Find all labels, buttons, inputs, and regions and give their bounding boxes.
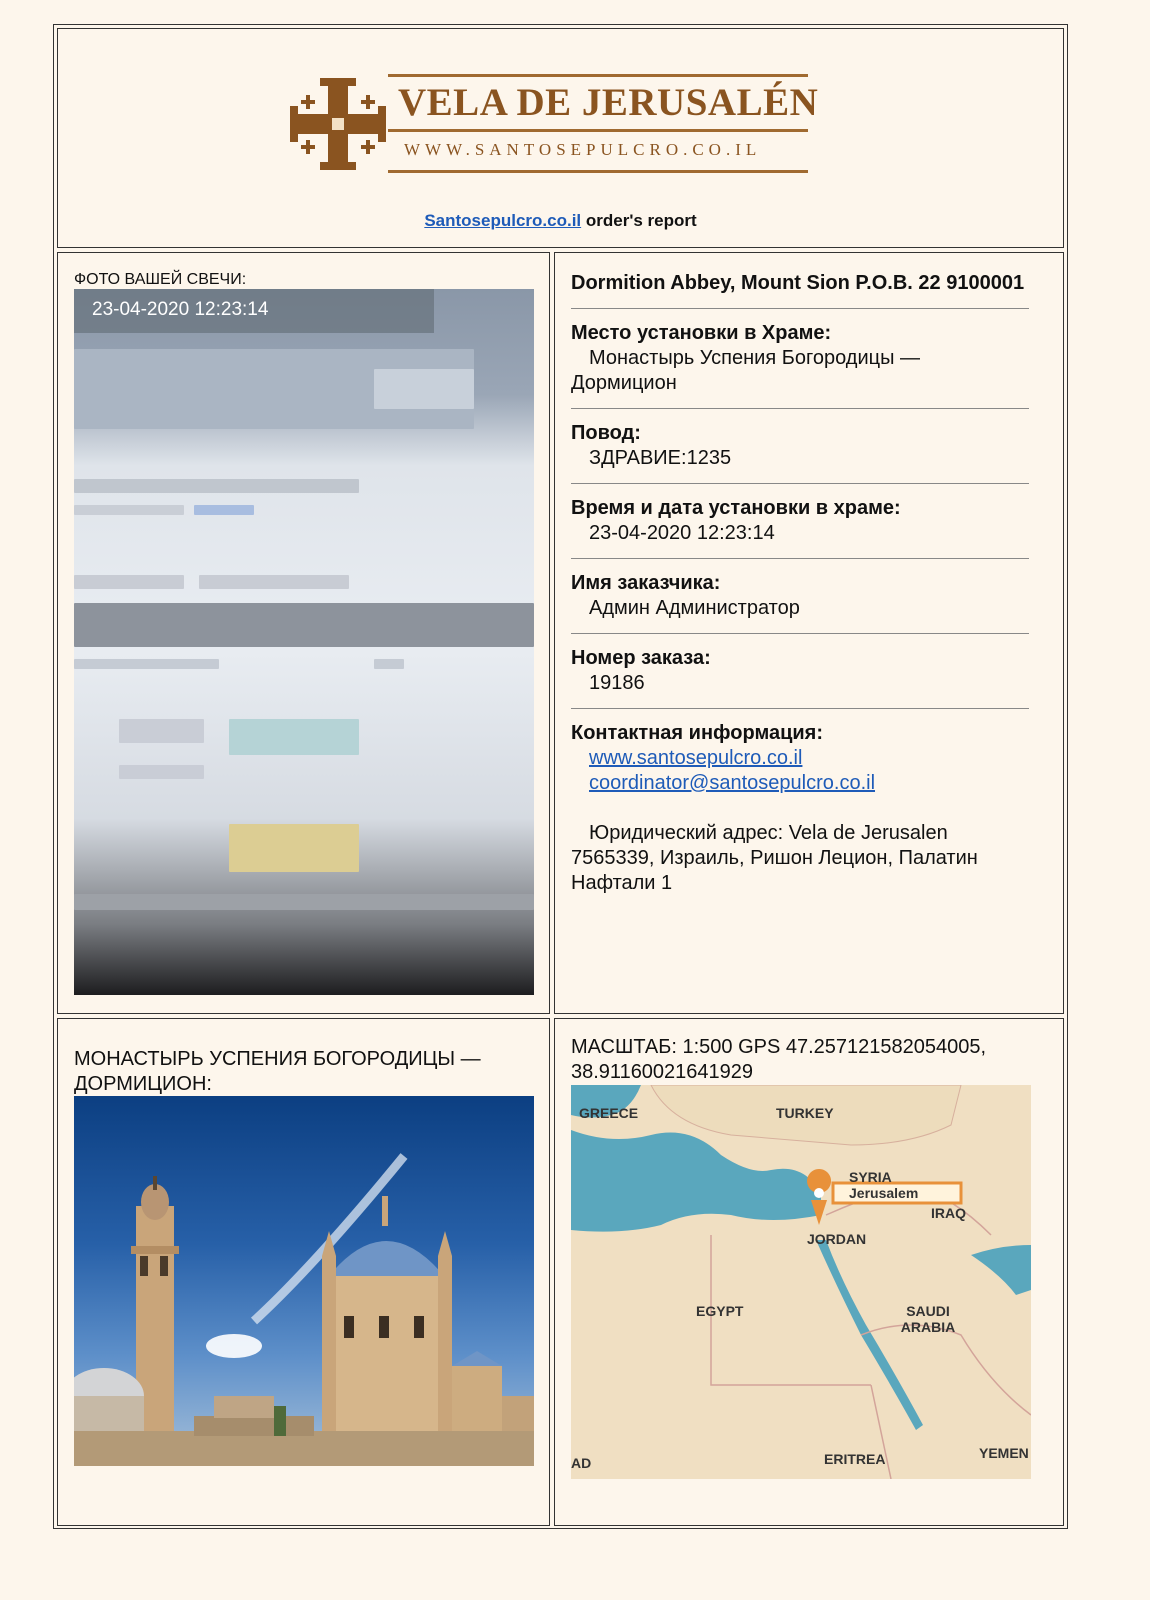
map-label-syria: SYRIA: [849, 1169, 892, 1185]
photo-timestamp: [74, 289, 434, 333]
place-field: [571, 309, 1029, 409]
map-label-saudi: SAUDI ARABIA: [900, 1303, 956, 1335]
reason-field: [571, 409, 1029, 484]
report-suffix: order's report: [581, 211, 697, 230]
jerusalem-cross-icon: [288, 74, 388, 174]
customer-label: Имя заказчика:: [571, 572, 721, 594]
contact-field: [571, 709, 1029, 908]
church-photo: [74, 1096, 534, 1466]
header-cell: [57, 28, 1064, 248]
report-frame: [53, 24, 1068, 1529]
map-label-eritrea: ERITREA: [824, 1451, 886, 1467]
map-scale-label: МАСШТАБ: 1:500 GPS 47.257121582054005, 38.91160021641929: [571, 1036, 987, 1083]
logo-divider-bottom: [388, 170, 808, 173]
place-value: Монастырь Успения Богородицы — Дормицион: [571, 347, 920, 394]
photo-timestamp-text: 23-04-2020 12:23:14: [92, 299, 269, 320]
address-title: Dormition Abbey, Mount Sion P.O.B. 22 9100001: [571, 271, 1029, 309]
logo: [288, 74, 818, 184]
map-label-jerusalem: Jerusalem: [849, 1185, 919, 1201]
time-value: 23-04-2020 12:23:14: [589, 522, 775, 544]
order-label: Номер заказа:: [571, 647, 711, 669]
candle-photo-cell: [57, 252, 550, 1014]
logo-title: VELA DE JERUSALÉN: [398, 81, 819, 124]
time-label: Время и дата установки в храме:: [571, 497, 901, 519]
church-label: МОНАСТЫРЬ УСПЕНИЯ БОГОРОДИЦЫ — ДОРМИЦИОН:: [74, 1048, 481, 1095]
place-label: Место установки в Храме:: [571, 322, 832, 344]
photo-label: ФОТО ВАШЕЙ СВЕЧИ:: [74, 271, 247, 288]
contact-email-link[interactable]: coordinator@santosepulcro.co.il: [589, 772, 876, 794]
region-map: [571, 1085, 1031, 1479]
logo-divider: [388, 129, 808, 132]
contact-label: Контактная информация:: [571, 722, 824, 744]
order-info-cell: [554, 252, 1064, 1014]
reason-label: Повод:: [571, 422, 641, 444]
legal-address: Юридический адрес: Vela de Jerusalen 7565339, Израиль, Ришон Лецион, Палатин Нафтали 1: [571, 822, 978, 894]
report-title: [58, 211, 1063, 231]
candle-photo: [74, 289, 534, 995]
map-label-yemen: YEMEN: [979, 1445, 1029, 1461]
map-label-turkey: TURKEY: [776, 1105, 834, 1121]
order-value: 19186: [589, 672, 645, 694]
map-label-egypt: EGYPT: [696, 1303, 744, 1319]
site-link[interactable]: Santosepulcro.co.il: [424, 211, 582, 230]
map-label-jordan: JORDAN: [807, 1231, 867, 1247]
map-label-greece: GREECE: [579, 1105, 639, 1121]
logo-url: WWW.SANTOSEPULCRO.CO.IL: [404, 140, 762, 159]
order-field: [571, 634, 1029, 709]
map-label-ad: AD: [571, 1455, 592, 1471]
contact-site-link[interactable]: www.santosepulcro.co.il: [589, 747, 803, 769]
map-cell: [554, 1018, 1064, 1526]
customer-value: Админ Администратор: [589, 597, 800, 619]
map-label-iraq: IRAQ: [931, 1205, 966, 1221]
time-field: [571, 484, 1029, 559]
reason-value: ЗДРАВИЕ:1235: [589, 447, 732, 469]
customer-field: [571, 559, 1029, 634]
order-info: [571, 271, 1029, 908]
map-graphic: [571, 1085, 1031, 1479]
church-cell: [57, 1018, 550, 1526]
church-illustration: [74, 1096, 534, 1466]
